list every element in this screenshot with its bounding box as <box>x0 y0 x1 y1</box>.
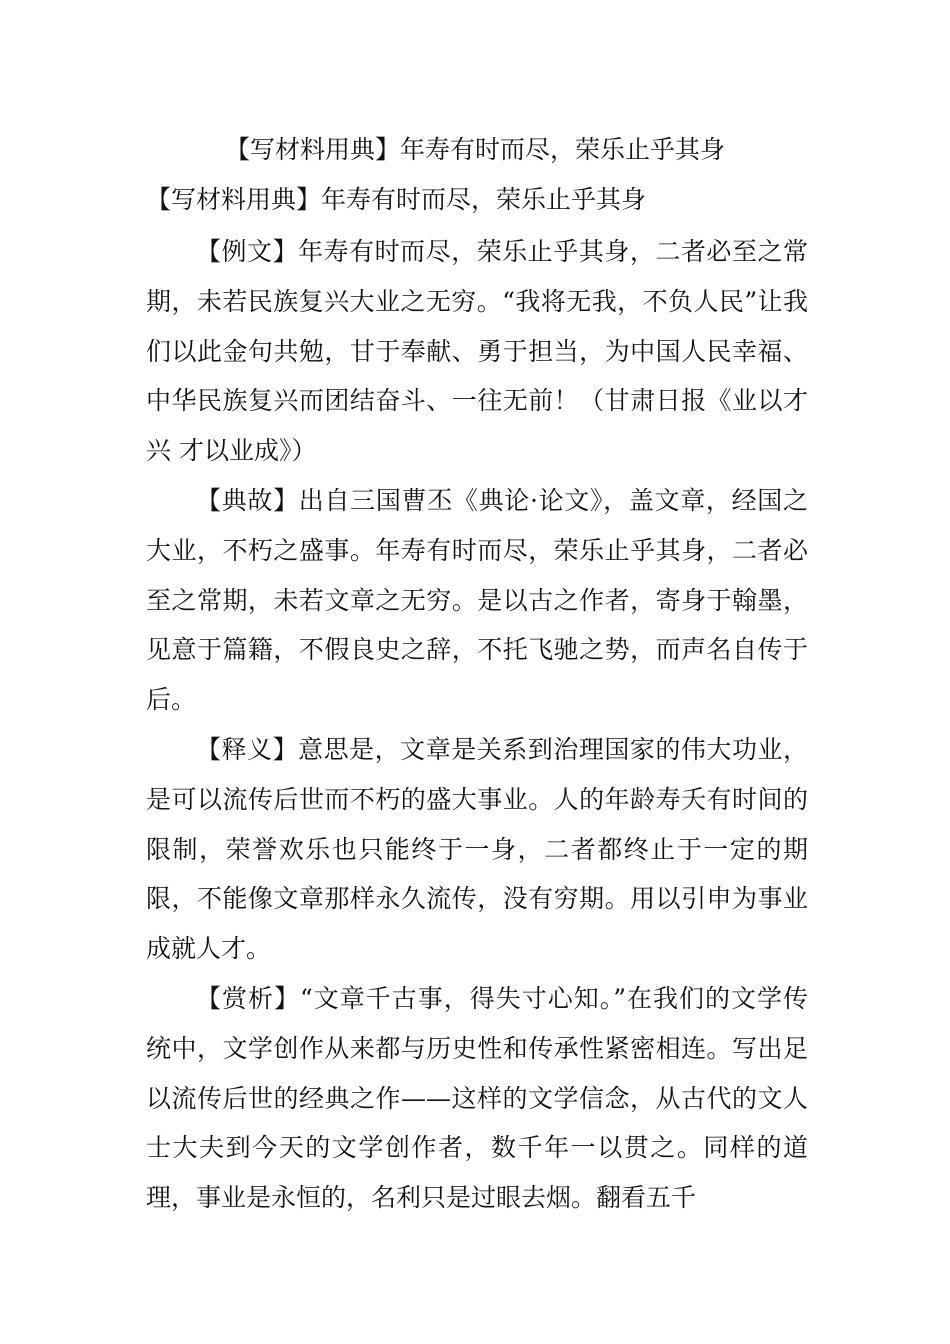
paragraph-interpretation: 【释义】意思是，文章是关系到治理国家的伟大功业，是可以流传后世而不朽的盛大事业。人的年龄寿夭有时间的限制，荣誉欢乐也只能终于一身，二者都终止于一定的期限，不能像文章那样永久流传，没有穷期。用以引申为事业成就人才。 <box>146 734 808 964</box>
paragraph-example: 【例文】年寿有时而尽，荣乐止乎其身，二者必至之常期，未若民族复兴大业之无穷。“我将无我，不负人民”让我们以此金句共勉，甘于奉献、勇于担当，为中国人民幸福、中华民族复兴而团结奋斗、一往无前！（甘肃日报《业以才兴 才以业成》） <box>146 237 808 466</box>
document-subtitle: 【写材料用典】年寿有时而尽，荣乐止乎其身 <box>146 185 647 214</box>
paragraph-appreciation: 【赏析】“文章千古事，得失寸心知。”在我们的文学传统中，文学创作从来都与历史性和传承性紧密相连。写出足以流传后世的经典之作——这样的文学信念，从古代的文人士大夫到今天的文学创作者，数千年一以贯之。同样的道理，事业是永恒的，名利只是过眼去烟。翻看五千 <box>146 983 808 1213</box>
paragraph-allusion: 【典故】出自三国曹丕《典论·论文》，盖文章，经国之大业，不朽之盛事。年寿有时而尽，荣乐止乎其身，二者必至之常期，未若文章之无穷。是以古之作者，寄身于翰墨，见意于篇籍，不假良史之辞，不托飞驰之势，而声名自传于后。 <box>146 485 808 715</box>
document-body <box>146 227 808 1223</box>
document-title: 【写材料用典】年寿有时而尽，荣乐止乎其身 <box>224 135 725 164</box>
